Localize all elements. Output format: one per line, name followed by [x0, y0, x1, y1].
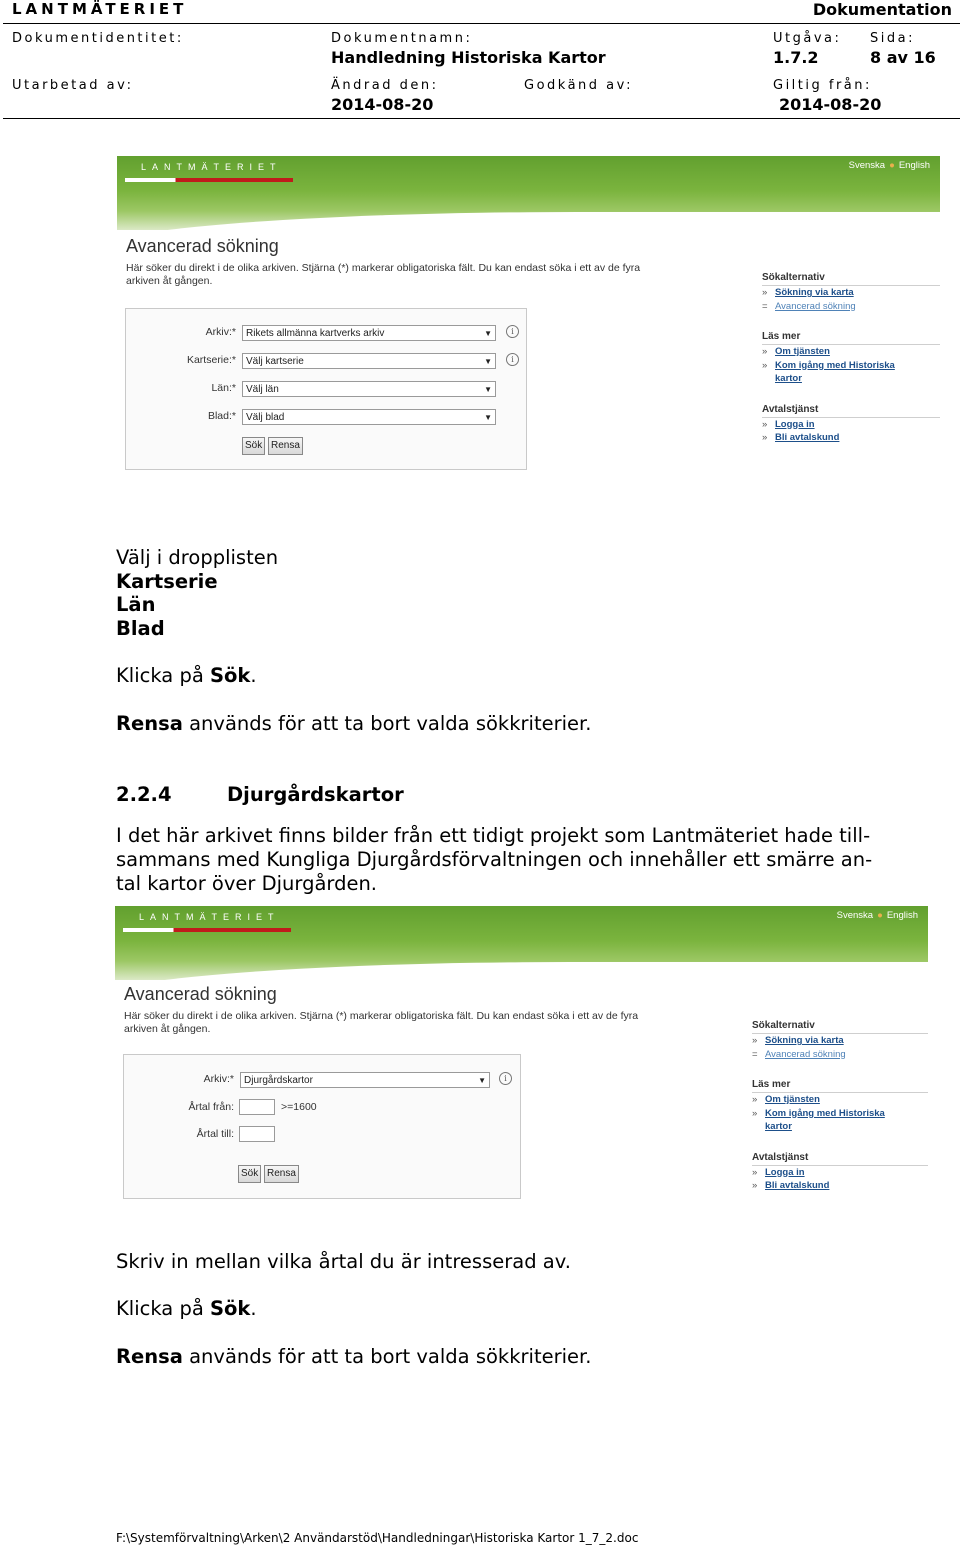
- sidebar-item: » Sökning via karta: [752, 1035, 844, 1046]
- brand-name: LANTMÄTERIET: [12, 0, 188, 18]
- instruction-line: Blad: [116, 617, 165, 640]
- field-label: Arkiv:*: [205, 326, 236, 338]
- lang-english-link[interactable]: English: [898, 160, 930, 171]
- sidebar-item: » Om tjänsten: [762, 346, 830, 357]
- year-instruction: Skriv in mellan vilka årtal du är intresserad av.: [116, 1250, 571, 1273]
- lang-svenska-link[interactable]: Svenska: [848, 160, 886, 171]
- field-label: Län:*: [211, 382, 236, 394]
- click-instruction: Klicka på Sök.: [116, 1297, 257, 1320]
- year-to-input[interactable]: [239, 1126, 275, 1142]
- language-switch: Svenska ● English: [848, 160, 930, 171]
- sidebar-heading-agreement: Avtalstjänst: [762, 404, 940, 418]
- info-icon[interactable]: i: [499, 1072, 512, 1085]
- year-from-hint: >=1600: [281, 1101, 317, 1113]
- desc-line-2: arkiven åt gången.: [124, 1023, 211, 1035]
- author-label: Utarbetad av:: [12, 78, 134, 93]
- instruction-line: Välj i dropplisten: [116, 546, 279, 569]
- desc-line-1: Här söker du direkt i de olika arkiven. Stjärna (*) markerar obligatoriska fält. Du kan endast söka i ett av de fyra: [124, 1010, 639, 1022]
- file-path-footer: F:\Systemförvaltning\Arken\2 Användarstöd\Handledningar\Historiska Kartor 1_7_2.doc: [116, 1531, 639, 1545]
- screenshot-advanced-search-1: [117, 156, 940, 476]
- sidebar-heading-agreement: Avtalstjänst: [752, 1152, 928, 1166]
- sidebar-heading-search: Sökalternativ: [752, 1020, 928, 1034]
- page-value: 8 av 16: [870, 48, 936, 67]
- doc-name: Handledning Historiska Kartor: [331, 48, 606, 67]
- become-customer-link[interactable]: Bli avtalskund: [765, 1180, 830, 1191]
- header-rule-bottom: [3, 118, 960, 119]
- field-label: Blad:*: [207, 410, 236, 422]
- doc-name-label: Dokumentnamn:: [331, 31, 473, 46]
- search-description: [124, 1010, 754, 1036]
- changed-date: 2014-08-20: [331, 95, 434, 114]
- doc-id-label: Dokumentidentitet:: [12, 31, 184, 46]
- sidebar-item: » Om tjänsten: [752, 1094, 820, 1105]
- site-logo: LANTMÄTERIET: [139, 912, 280, 922]
- changed-label: Ändrad den:: [331, 78, 439, 93]
- lang-english-link[interactable]: English: [886, 910, 918, 921]
- field-label: Kartserie:*: [186, 354, 236, 366]
- sidebar-item: » Logga in: [762, 418, 815, 430]
- sheet-select[interactable]: Välj blad ▼: [242, 409, 496, 425]
- about-service-link[interactable]: Om tjänsten: [775, 346, 830, 357]
- valid-date: 2014-08-20: [779, 95, 882, 114]
- click-instruction: Klicka på Sök.: [116, 664, 257, 687]
- info-icon[interactable]: i: [506, 353, 519, 366]
- logo-stripe: [125, 178, 293, 182]
- sidebar-item: » Bli avtalskund: [752, 1180, 830, 1191]
- reset-button[interactable]: Rensa: [264, 1165, 299, 1183]
- logo-stripe: [123, 928, 291, 932]
- advanced-search-link[interactable]: Avancerad sökning: [765, 1048, 846, 1060]
- desc-line-2: arkiven åt gången.: [126, 275, 213, 287]
- lang-svenska-link[interactable]: Svenska: [836, 910, 874, 921]
- section-body: I det här arkivet finns bilder från ett tidigt projekt som Lantmäteriet hade till- sammans med Kungliga Djurgårdsförvaltningen och innehåller ett smärre an- tal kartor över Djurgården.: [116, 824, 873, 895]
- sidebar: [762, 272, 940, 445]
- sidebar-item: » Logga in: [752, 1166, 805, 1178]
- archive-select[interactable]: Rikets allmänna kartverks arkiv ▼: [242, 325, 496, 341]
- section-number: 2.2.4: [116, 783, 172, 806]
- about-service-link[interactable]: Om tjänsten: [765, 1094, 820, 1105]
- search-title: Avancerad sökning: [126, 236, 279, 256]
- search-button[interactable]: Sök: [242, 437, 265, 455]
- approved-label: Godkänd av:: [524, 78, 633, 93]
- search-form: [123, 1054, 521, 1199]
- advanced-search-link[interactable]: Avancerad sökning: [775, 300, 856, 312]
- sidebar-item: » Kom igång med Historiska kartor: [762, 359, 895, 384]
- login-link[interactable]: Logga in: [765, 1166, 805, 1178]
- search-title: Avancerad sökning: [124, 984, 277, 1004]
- sidebar-item: = Avancerad sökning: [752, 1048, 846, 1060]
- sidebar-item: = Avancerad sökning: [762, 300, 856, 312]
- header-rule-top: [3, 23, 960, 24]
- version-label: Utgåva:: [773, 31, 842, 46]
- instruction-line: Län: [116, 593, 156, 616]
- sidebar-item: » Kom igång med Historiska kartor: [752, 1107, 885, 1132]
- search-button[interactable]: Sök: [238, 1165, 261, 1183]
- sidebar: [752, 1020, 928, 1193]
- search-description: [126, 262, 756, 288]
- language-switch: Svenska ● English: [836, 910, 918, 921]
- site-logo: LANTMÄTERIET: [141, 162, 282, 172]
- archive-label: Arkiv:*: [203, 1073, 234, 1085]
- map-search-link[interactable]: Sökning via karta: [775, 287, 854, 298]
- screenshot-advanced-search-2: [115, 906, 928, 1206]
- sidebar-heading-read-more: Läs mer: [752, 1079, 928, 1093]
- login-link[interactable]: Logga in: [775, 418, 815, 430]
- get-started-link[interactable]: Kom igång med Historiska kartor: [775, 359, 895, 384]
- search-form: [125, 308, 527, 470]
- reset-instruction: Rensa används för att ta bort valda sökkriterier.: [116, 1345, 592, 1368]
- sidebar-heading-search: Sökalternativ: [762, 272, 940, 286]
- year-to-label: Årtal till:: [196, 1128, 234, 1140]
- desc-line-1: Här söker du direkt i de olika arkiven. Stjärna (*) markerar obligatoriska fält. Du kan endast söka i ett av de fyra: [126, 262, 641, 274]
- year-from-input[interactable]: [239, 1099, 275, 1115]
- doc-type: Dokumentation: [812, 0, 952, 19]
- reset-button[interactable]: Rensa: [268, 437, 303, 455]
- sidebar-item: » Bli avtalskund: [762, 432, 840, 443]
- year-from-label: Årtal från:: [188, 1101, 234, 1113]
- map-search-link[interactable]: Sökning via karta: [765, 1035, 844, 1046]
- section-title: Djurgårdskartor: [227, 783, 404, 806]
- archive-select[interactable]: Djurgårdskartor ▼: [240, 1072, 490, 1088]
- get-started-link[interactable]: Kom igång med Historiska kartor: [765, 1107, 885, 1132]
- reset-instruction: Rensa används för att ta bort valda sökkriterier.: [116, 712, 592, 735]
- info-icon[interactable]: i: [506, 325, 519, 338]
- sidebar-heading-read-more: Läs mer: [762, 331, 940, 345]
- become-customer-link[interactable]: Bli avtalskund: [775, 432, 840, 443]
- page-label: Sida:: [870, 31, 915, 46]
- valid-label: Giltig från:: [773, 78, 872, 93]
- county-select[interactable]: Välj län ▼: [242, 381, 496, 397]
- version-value: 1.7.2: [773, 48, 819, 67]
- sidebar-item: » Sökning via karta: [762, 287, 854, 298]
- map-series-select[interactable]: Välj kartserie ▼: [242, 353, 496, 369]
- instruction-line: Kartserie: [116, 570, 218, 593]
